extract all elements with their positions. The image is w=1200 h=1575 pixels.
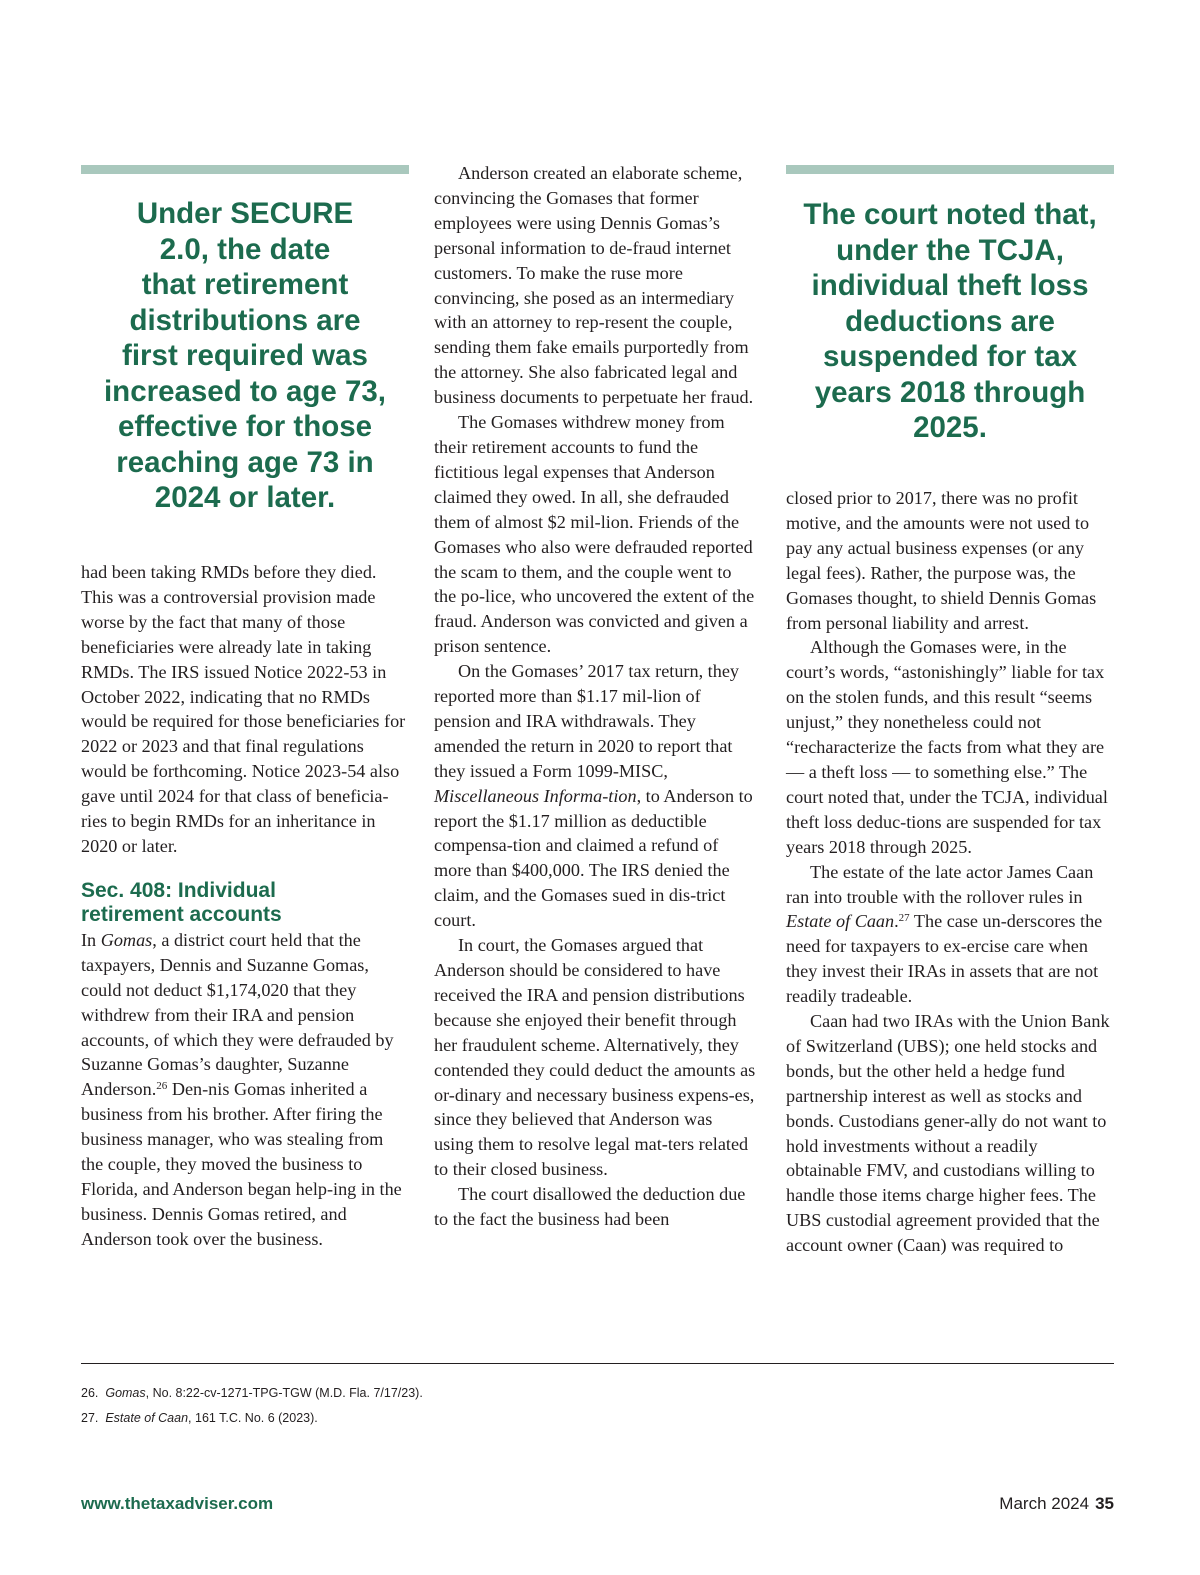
text-run: The case un-derscores the need for taxpayers to ex-ercise care when they invest their IRAs in assets that are not readily tradeable. — [786, 911, 1103, 1007]
form-name: Miscellaneous Informa-tion — [434, 785, 637, 806]
footnote-text: , No. 8:22-cv-1271-TPG-TGW (M.D. Fla. 7/17/23). — [145, 1386, 423, 1400]
text-run: On the Gomases’ 2017 tax return, they reported more than $1.17 mil-lion of pension and IRA withdrawals. They amended the return in 2020 to report that they issued a Form 1099-MISC, — [434, 661, 739, 781]
pullquote-left-line: that retirement — [141, 268, 349, 301]
column-1 — [81, 560, 409, 1252]
footnote-number: 27. — [81, 1411, 99, 1425]
pullquote-right-line: deductions are — [845, 304, 1055, 338]
paragraph: In court, the Gomases argued that Anderson should be considered to have received the IRA and pension distributions because she enjoyed their benefit through her fraudulent scheme. Alternatively, they contended they could deduct the amounts as or-dinary and necessary business expens-es, since they believed that Anderson was using them to resolve legal mat-ters related to their closed business. — [434, 935, 756, 1180]
paragraph: closed prior to 2017, there was no profit motive, and the amounts were not used to pay any actual business expenses (or any legal fees). Rather, the purpose was, the Gomases thought, to shield Dennis Gomas from personal liability and arrest. — [786, 488, 1097, 633]
footnote-text: , 161 T.C. No. 6 (2023). — [188, 1411, 318, 1425]
footnote-ref: 26 — [156, 1080, 168, 1093]
paragraph: had been taking RMDs before they died. This was a controversial provision made worse by the fact that many of those beneficiaries were already late in taking RMDs. The IRS issued Notice 2022-53 in October 2022, indicating that no RMDs would be required for those beneficiaries for 2022 or 2023 and that final regulations would be forthcoming. Notice 2023-54 also gave until 2024 for that class of beneficia-ries to begin RMDs for an inheritance in 2020 or later. — [81, 562, 406, 856]
pullquote-right-line: under the TCJA, — [836, 233, 1064, 267]
footer-date — [999, 1494, 1114, 1514]
section-heading-line: retirement accounts — [81, 903, 282, 927]
footnote — [81, 1385, 1111, 1401]
case-name: Gomas — [100, 929, 153, 950]
footnote-divider — [81, 1363, 1114, 1364]
paragraph: The Gomases withdrew money from their retirement accounts to fund the fictitious legal expenses that Anderson claimed they owed. In all, she defrauded them of almost $2 mil-lion. Friends of the Gomases who also were defrauded reported the scam to them, and the couple went to the po-lice, who uncovered the extent of the fraud. Anderson was convicted and given a prison sentence. — [434, 412, 755, 657]
footnote-ref: 27 — [898, 912, 910, 925]
footnote — [81, 1410, 1111, 1426]
text-run: In — [81, 929, 101, 950]
pullquote-right-line: 2025. — [913, 411, 987, 444]
footnote-case: Gomas — [105, 1386, 146, 1400]
paragraph: The court disallowed the deduction due to the fact the business had been — [434, 1184, 746, 1230]
footer-url-link[interactable]: www.thetaxadviser.com — [81, 1494, 274, 1513]
pullquote-left-line: reaching age 73 in — [116, 445, 374, 479]
section-heading — [81, 879, 409, 928]
column-3 — [786, 486, 1116, 1258]
pullquote-left-bar — [81, 165, 409, 174]
footnote-case: Estate of Caan — [105, 1411, 189, 1425]
text-run: The estate of the late actor James Caan ran into trouble with the rollover rules in — [786, 861, 1094, 907]
case-name: Estate of Caan — [786, 911, 895, 932]
column-2 — [434, 161, 756, 1232]
text-run: , a district court held that the taxpayers, Dennis and Suzanne Gomas, could not deduct $1,174,020 that they withdrew from their IRA and pension accounts, of which they were defrauded by Suzanne Gomas’s daughter, Suzanne Anderson. — [81, 929, 394, 1100]
pullquote-left-line: increased to age 73, — [103, 374, 387, 408]
pullquote-left — [81, 196, 409, 516]
footnote-number: 26. — [81, 1386, 99, 1400]
pullquote-right — [786, 197, 1114, 446]
paragraph: Although the Gomases were, in the court’s words, “astonishingly” liable for tax on the stolen funds, and this result “seems unjust,” they nonetheless could not “recharacterize the facts from what they are — a theft loss — to something else.” The court noted that, under the TCJA, individual theft loss deduc-tions are suspended for tax years 2018 through 2025. — [786, 637, 1108, 857]
text-run: , to Anderson to report the $1.17 million as deductible compensa-tion and claimed a refund of more than $400,000. The IRS denied the claim, and the Gomases sued in dis-trict court. — [434, 785, 753, 931]
text-run: . — [894, 911, 899, 932]
paragraph — [81, 928, 409, 1252]
pullquote-left-line: 2024 or later. — [154, 481, 336, 514]
pullquote-right-line: years 2018 through — [814, 375, 1086, 409]
paragraph — [434, 659, 756, 933]
page-number: 35 — [1095, 1494, 1114, 1513]
pullquote-right-bar — [786, 165, 1114, 174]
text-run: Den-nis Gomas inherited a business from his brother. After firing the business manager, who was stealing from the couple, they moved the business to Florida, and Anderson began help-ing in the business. Dennis Gomas retired, and Anderson took over the business. — [81, 1079, 402, 1249]
pullquote-left-line: 2.0, the date — [159, 232, 331, 266]
pullquote-right-line: suspended for tax — [822, 340, 1078, 373]
paragraph: Anderson created an elaborate scheme, convincing the Gomases that former employees were using Dennis Gomas’s personal information to de-fraud internet customers. To make the ruse more convincing, she posed as an intermediary with an attorney to rep-resent the couple, sending them fake emails purportedly from the attorney. She also fabricated legal and business documents to perpetuate her fraud. — [434, 163, 754, 408]
pullquote-left-line: first required was — [122, 339, 368, 372]
issue-date: March 2024 — [999, 1494, 1090, 1513]
section-heading-line: Sec. 408: Individual — [81, 878, 276, 902]
pullquote-left-line: distributions are — [129, 303, 361, 337]
pullquote-left-line: Under SECURE — [136, 197, 354, 230]
pullquote-left-line: effective for those — [117, 410, 373, 443]
pullquote-right-line: individual theft loss — [811, 269, 1089, 302]
paragraph — [786, 860, 1116, 1009]
paragraph: Caan had two IRAs with the Union Bank of Switzerland (UBS); one held stocks and bonds, but the other held a hedge fund partnership interest as well as stocks and bonds. Custodians gener-ally do not want to hold investments without a readily obtainable FMV, and custodians willing to handle those items charge higher fees. The UBS custodial agreement provided that the account owner (Caan) was required to — [786, 1011, 1110, 1256]
pullquote-right-line: The court noted that, — [803, 198, 1097, 231]
